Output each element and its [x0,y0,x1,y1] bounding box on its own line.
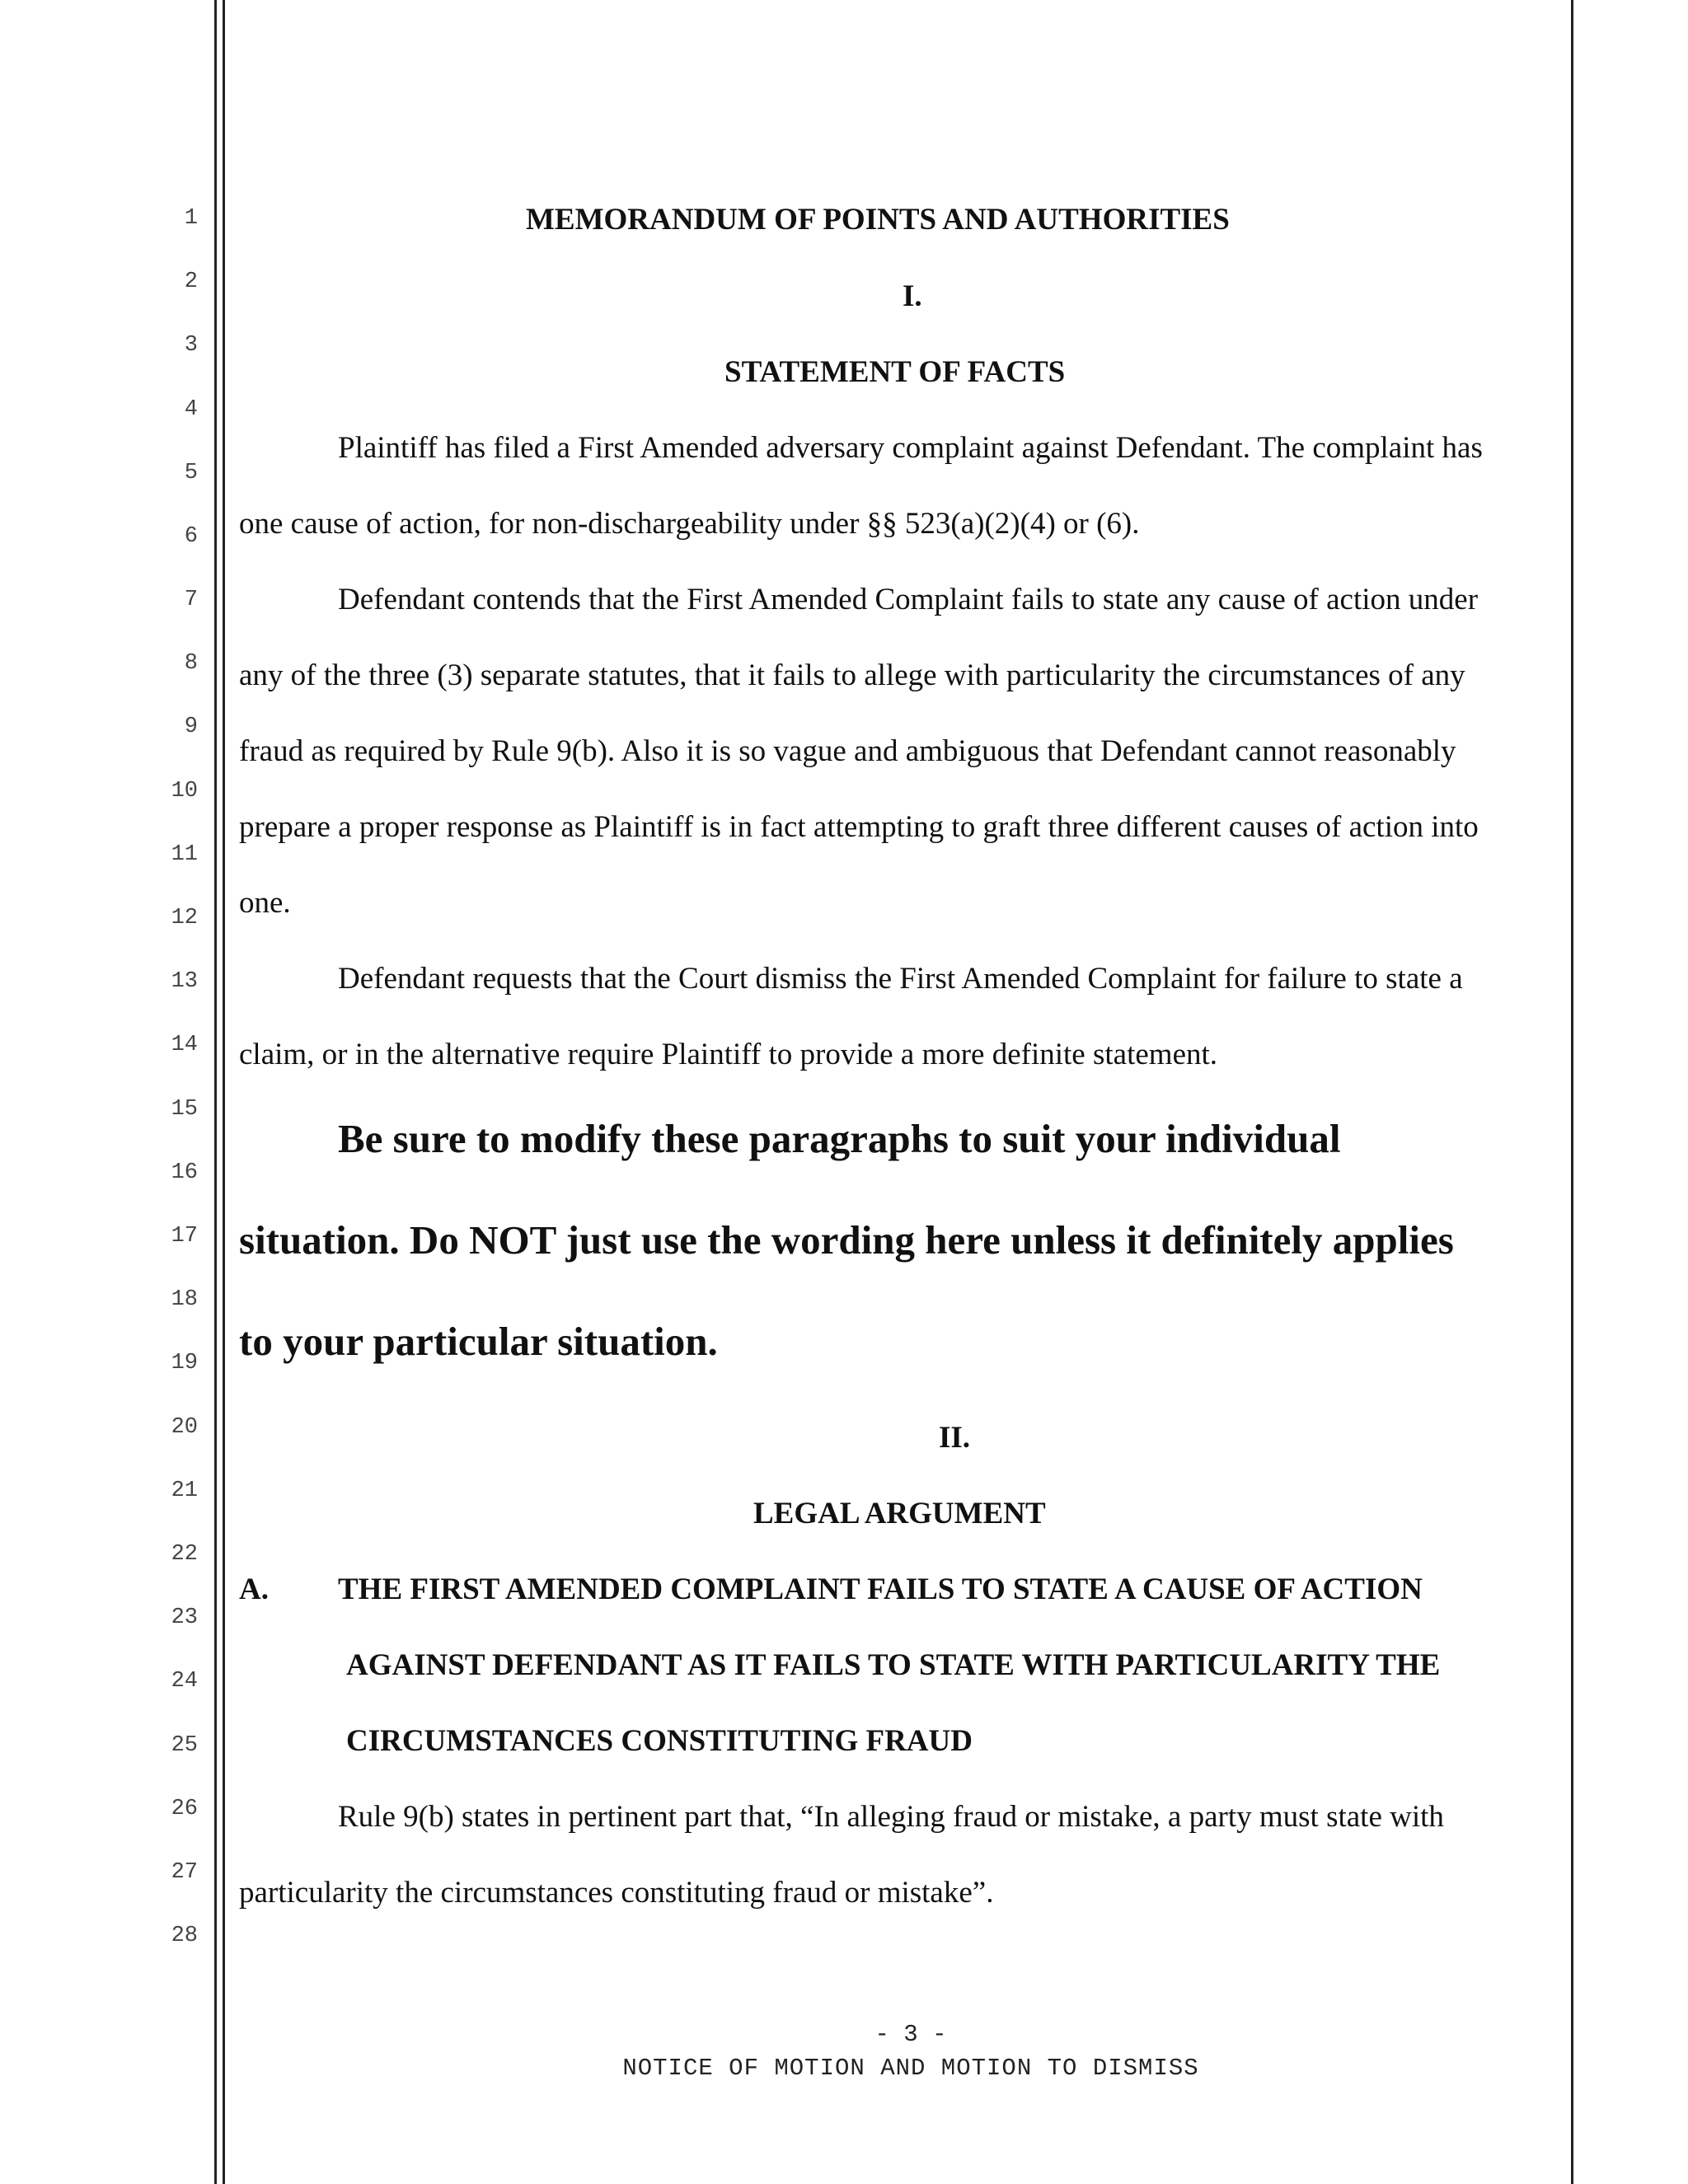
line-number: 9 [184,715,198,739]
subsection-heading-line-3: CIRCUMSTANCES CONSTITUTING FRAUD [346,1724,973,1758]
line-number: 21 [171,1479,198,1503]
line-number: 14 [171,1033,198,1057]
line-number: 24 [171,1669,198,1694]
facts-paragraph-1-line-2: one cause of action, for non-dischargeability under §§ 523(a)(2)(4) or (6). [239,507,1140,541]
line-number: 16 [171,1160,198,1185]
line-number: 19 [171,1351,198,1376]
line-number: 23 [171,1605,198,1630]
memorandum-heading: MEMORANDUM OF POINTS AND AUTHORITIES [526,203,1230,237]
line-number: 12 [171,906,198,930]
subsection-label: A. [239,1572,269,1606]
line-number: 18 [171,1287,198,1312]
line-number: 11 [171,842,198,867]
line-number: 5 [184,461,198,485]
page-number: - 3 - [874,2021,947,2048]
section-two-title: LEGAL ARGUMENT [753,1497,1046,1530]
instruction-note-line-2: situation. Do NOT just use the wording here unless it definitely applies [239,1217,1454,1263]
line-number: 22 [171,1542,198,1567]
line-number: 7 [184,588,198,612]
line-number: 20 [171,1415,198,1440]
line-number: 17 [171,1224,198,1249]
line-number: 25 [171,1733,198,1758]
argument-paragraph-line-2: particularity the circumstances constituting fraud or mistake”. [239,1876,994,1910]
facts-paragraph-3-line-1: Defendant requests that the Court dismiss the First Amended Complaint for failure to state a [338,962,1463,996]
facts-paragraph-3-line-2: claim, or in the alternative require Plaintiff to provide a more definite statement. [239,1038,1218,1071]
subsection-heading-line-1: THE FIRST AMENDED COMPLAINT FAILS TO STATE A CAUSE OF ACTION [338,1572,1423,1606]
line-number: 3 [184,333,198,358]
line-number: 8 [184,651,198,676]
argument-paragraph-line-1: Rule 9(b) states in pertinent part that, “In alleging fraud or mistake, a party must state with [338,1800,1444,1834]
facts-paragraph-2-line-2: any of the three (3) separate statutes, that it fails to allege with particularity the circumstances of any [239,658,1465,692]
section-one-title: STATEMENT OF FACTS [724,355,1066,389]
instruction-note-line-1: Be sure to modify these paragraphs to suit your individual [338,1116,1341,1161]
facts-paragraph-2-line-1: Defendant contends that the First Amended Complaint fails to state any cause of action under [338,583,1479,616]
footer-document-title: NOTICE OF MOTION AND MOTION TO DISMISS [622,2055,1199,2082]
section-two-numeral: II. [939,1421,971,1455]
line-number: 4 [184,397,198,422]
line-number: 1 [184,206,198,231]
facts-paragraph-2-line-3: fraud as required by Rule 9(b). Also it is so vague and ambiguous that Defendant cannot reasonably [239,734,1456,768]
line-number: 26 [171,1797,198,1821]
section-one-numeral: I. [903,279,922,313]
line-number: 15 [171,1097,198,1122]
line-number: 27 [171,1860,198,1885]
line-number: 28 [171,1924,198,1948]
facts-paragraph-1-line-1: Plaintiff has filed a First Amended adversary complaint against Defendant. The complaint has [338,431,1483,465]
left-margin-rule [214,0,217,2184]
document-body [239,0,1582,2184]
facts-paragraph-2-line-4: prepare a proper response as Plaintiff is in fact attempting to graft three different causes of action into [239,810,1479,844]
instruction-note-line-3: to your particular situation. [239,1319,718,1364]
line-number: 10 [171,779,198,804]
facts-paragraph-2-line-5: one. [239,886,291,920]
line-number: 2 [184,269,198,294]
line-number: 6 [184,524,198,549]
line-number: 13 [171,969,198,994]
left-margin-rule-inner [223,0,225,2184]
subsection-heading-line-2: AGAINST DEFENDANT AS IT FAILS TO STATE WITH PARTICULARITY THE [346,1648,1441,1682]
